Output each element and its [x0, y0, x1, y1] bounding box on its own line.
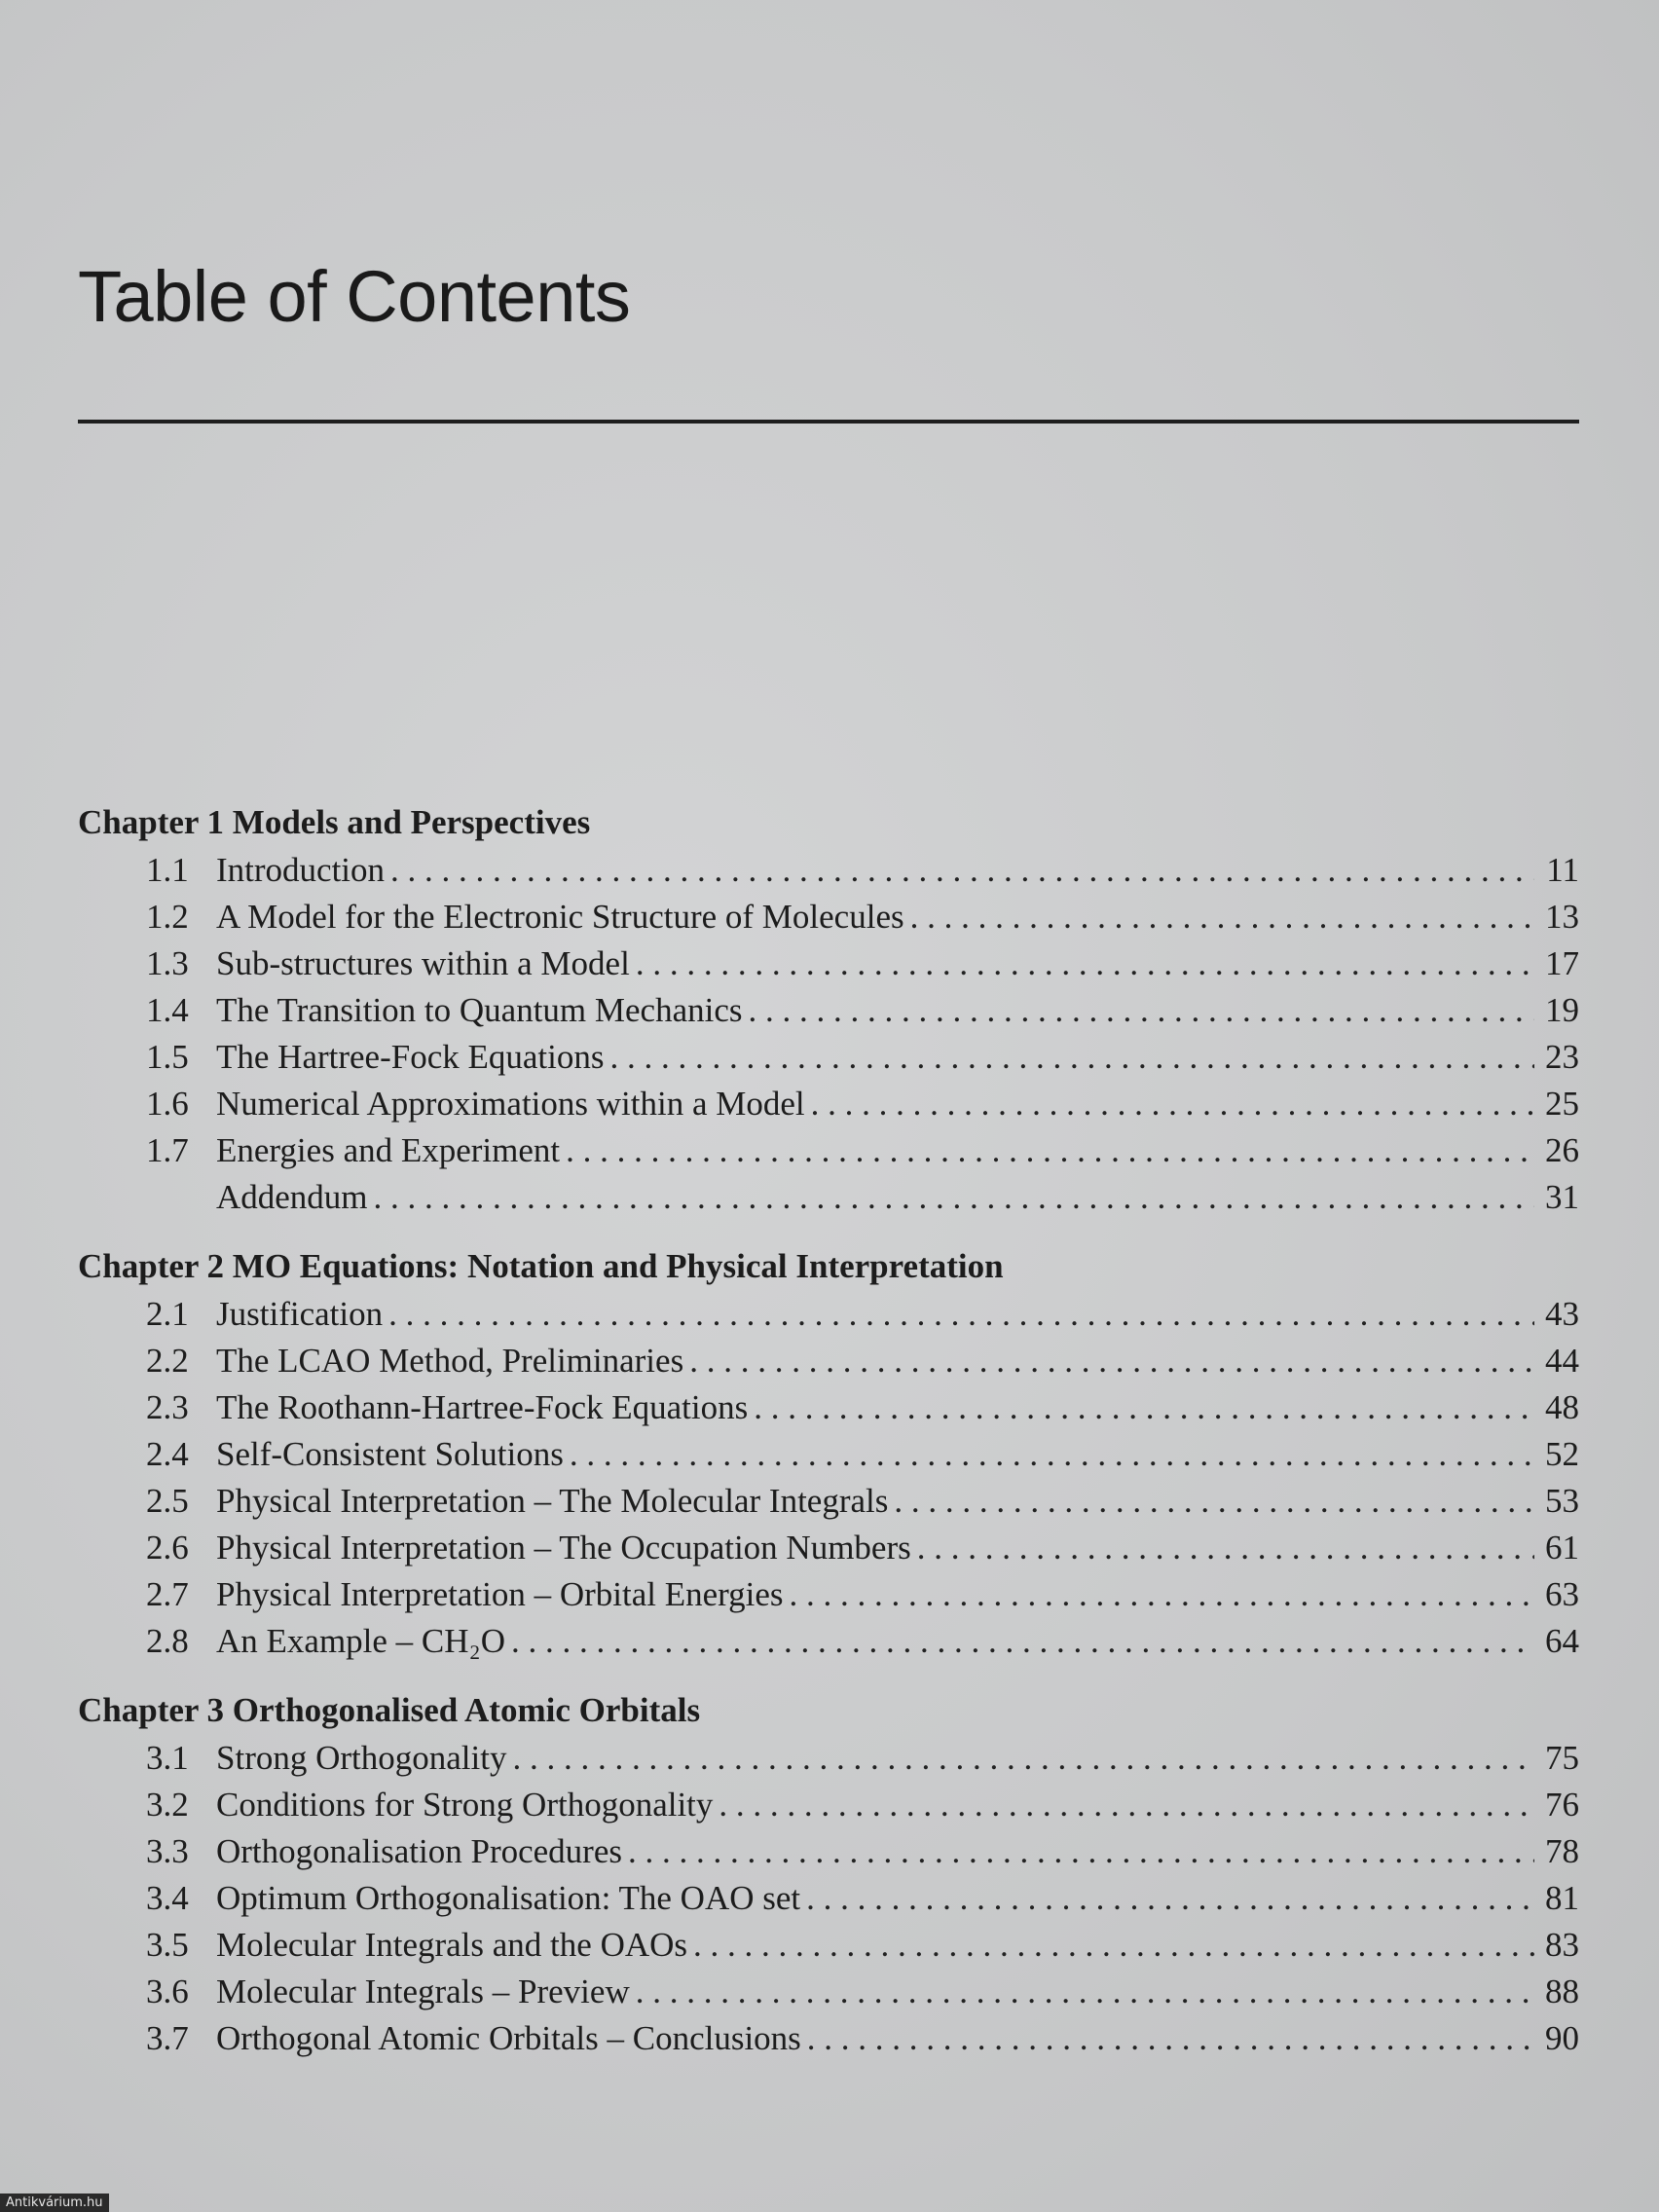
toc-entry[interactable]: [78, 1291, 1579, 1338]
entry-title: Self-Consistent Solutions: [216, 1435, 564, 1473]
entry-number: 1.1: [146, 851, 189, 889]
entry-page: 26: [1545, 1131, 1579, 1169]
entry-title: A Model for the Electronic Structure of Molecules: [216, 898, 904, 936]
dot-leader: [570, 1431, 1534, 1478]
toc-entry[interactable]: [78, 1525, 1579, 1571]
entry-page: 83: [1545, 1926, 1579, 1964]
entry-page: 13: [1545, 898, 1579, 936]
toc-entry[interactable]: [78, 1571, 1579, 1618]
dot-leader: [390, 847, 1534, 894]
entry-title: Physical Interpretation – The Occupation Numbers: [216, 1529, 911, 1567]
entry-number: 1.2: [146, 898, 189, 936]
entry-number: 3.7: [146, 2019, 189, 2057]
watermark: Antikvárium.hu: [0, 2194, 109, 2212]
entry-number: 3.6: [146, 1972, 189, 2010]
dot-leader: [512, 1735, 1534, 1782]
entry-page: 75: [1545, 1739, 1579, 1777]
entry-page: 90: [1545, 2019, 1579, 2057]
entry-number: 3.2: [146, 1786, 189, 1824]
entry-title: Optimum Orthogonalisation: The OAO set: [216, 1879, 801, 1917]
chapter-heading: Chapter 3 Orthogonalised Atomic Orbitals: [78, 1691, 701, 1729]
dot-leader: [693, 1922, 1534, 1969]
dot-leader: [811, 1081, 1534, 1127]
toc-entry[interactable]: [78, 1875, 1579, 1922]
entry-page: 63: [1545, 1575, 1579, 1613]
chapter-1: [78, 798, 1579, 1221]
dot-leader: [754, 1384, 1534, 1431]
toc-entry[interactable]: [78, 1618, 1579, 1665]
dot-leader: [511, 1618, 1534, 1665]
entry-number: 2.7: [146, 1575, 189, 1613]
entry-title: Addendum: [216, 1178, 368, 1216]
page-title: Table of Contents: [78, 256, 631, 337]
entry-number: 1.5: [146, 1038, 189, 1076]
toc-entry[interactable]: [78, 1127, 1579, 1174]
entry-page: 76: [1545, 1786, 1579, 1824]
dot-leader: [628, 1828, 1534, 1875]
entry-number: 2.4: [146, 1435, 189, 1473]
entry-page: 17: [1545, 944, 1579, 982]
entry-number: 2.5: [146, 1482, 189, 1520]
entry-number: 2.2: [146, 1342, 189, 1380]
entry-page: 31: [1545, 1178, 1579, 1216]
toc-entry[interactable]: [78, 1338, 1579, 1384]
entry-title: Justification: [216, 1295, 384, 1333]
chapter-heading: Chapter 1 Models and Perspectives: [78, 803, 591, 841]
entry-page: 48: [1545, 1388, 1579, 1426]
dot-leader: [388, 1291, 1534, 1338]
toc-entry[interactable]: [78, 1034, 1579, 1081]
dot-leader: [749, 987, 1534, 1034]
entry-page: 64: [1545, 1622, 1579, 1660]
toc-entry[interactable]: [78, 1478, 1579, 1525]
toc-entry[interactable]: [78, 847, 1579, 894]
entry-title: The Transition to Quantum Mechanics: [216, 991, 743, 1029]
entry-number: 3.4: [146, 1879, 189, 1917]
entry-title: Introduction: [216, 851, 386, 889]
entry-page: 88: [1545, 1972, 1579, 2010]
entry-page: 52: [1545, 1435, 1579, 1473]
chapter-3: [78, 1686, 1579, 2062]
entry-page: 61: [1545, 1529, 1579, 1567]
dot-leader: [374, 1174, 1534, 1221]
dot-leader: [636, 940, 1534, 987]
entry-title: Sub-structures within a Model: [216, 944, 630, 982]
entry-title: Molecular Integrals – Preview: [216, 1972, 630, 2010]
toc-entry[interactable]: [78, 1081, 1579, 1127]
dot-leader: [566, 1127, 1534, 1174]
entry-title: The Roothann-Hartree-Fock Equations: [216, 1388, 749, 1426]
entry-page: 53: [1545, 1482, 1579, 1520]
entry-page: 19: [1545, 991, 1579, 1029]
dot-leader: [807, 2015, 1534, 2062]
dot-leader: [806, 1875, 1534, 1922]
entry-number: 3.3: [146, 1832, 189, 1870]
entry-number: 2.8: [146, 1622, 189, 1660]
entry-number: 2.1: [146, 1295, 189, 1333]
entry-number: 2.6: [146, 1529, 189, 1567]
toc-entry[interactable]: [78, 1174, 1579, 1221]
entry-title: Conditions for Strong Orthogonality: [216, 1786, 714, 1824]
entry-title: Physical Interpretation – The Molecular Integrals: [216, 1482, 889, 1520]
title-rule: [78, 420, 1579, 424]
entry-title: Physical Interpretation – Orbital Energies: [216, 1575, 784, 1613]
toc-entry[interactable]: [78, 987, 1579, 1034]
entry-number: 1.7: [146, 1131, 189, 1169]
dot-leader: [636, 1969, 1534, 2015]
entry-page: 11: [1546, 851, 1579, 889]
entry-number: 3.5: [146, 1926, 189, 1964]
entry-title: An Example – CH₂O: [216, 1622, 506, 1660]
toc-entry[interactable]: [78, 1922, 1579, 1969]
toc-entry[interactable]: [78, 1735, 1579, 1782]
dot-leader: [689, 1338, 1534, 1384]
entry-title: Strong Orthogonality: [216, 1739, 507, 1777]
chapter-2: [78, 1242, 1579, 1665]
dot-leader: [917, 1525, 1534, 1571]
dot-leader: [609, 1034, 1534, 1081]
toc-entry[interactable]: [78, 894, 1579, 940]
entry-title: Numerical Approximations within a Model: [216, 1085, 805, 1123]
entry-title: Molecular Integrals and the OAOs: [216, 1926, 688, 1964]
toc-entry[interactable]: [78, 1384, 1579, 1431]
entry-title: Energies and Experiment: [216, 1131, 561, 1169]
chapter-heading: Chapter 2 MO Equations: Notation and Physical Interpretation: [78, 1247, 1004, 1285]
entry-title: The Hartree-Fock Equations: [216, 1038, 605, 1076]
entry-page: 44: [1545, 1342, 1579, 1380]
entry-title: The LCAO Method, Preliminaries: [216, 1342, 684, 1380]
toc-entry[interactable]: [78, 940, 1579, 987]
entry-title: Orthogonalisation Procedures: [216, 1832, 622, 1870]
toc-entry[interactable]: [78, 1969, 1579, 2015]
entry-number: 2.3: [146, 1388, 189, 1426]
toc-entry[interactable]: [78, 2015, 1579, 2062]
dot-leader: [719, 1782, 1534, 1828]
entry-page: 23: [1545, 1038, 1579, 1076]
entry-number: 1.4: [146, 991, 189, 1029]
dot-leader: [790, 1571, 1534, 1618]
toc-entry[interactable]: [78, 1431, 1579, 1478]
dot-leader: [910, 894, 1534, 940]
entry-number: 1.3: [146, 944, 189, 982]
entry-title: Orthogonal Atomic Orbitals – Conclusions: [216, 2019, 801, 2057]
table-of-contents: [78, 798, 1579, 2083]
entry-page: 81: [1545, 1879, 1579, 1917]
toc-entry[interactable]: [78, 1782, 1579, 1828]
entry-page: 25: [1545, 1085, 1579, 1123]
entry-page: 78: [1545, 1832, 1579, 1870]
entry-page: 43: [1545, 1295, 1579, 1333]
entry-number: 1.6: [146, 1085, 189, 1123]
entry-number: 3.1: [146, 1739, 189, 1777]
toc-entry[interactable]: [78, 1828, 1579, 1875]
dot-leader: [894, 1478, 1534, 1525]
